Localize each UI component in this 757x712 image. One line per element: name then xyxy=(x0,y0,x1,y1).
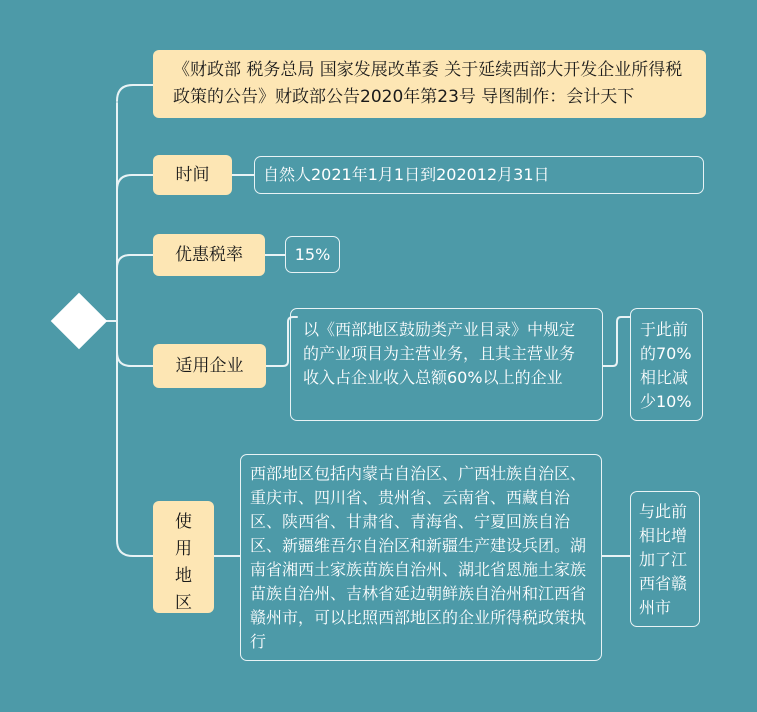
branch-enterprise-value-text: 以《西部地区鼓励类产业目录》中规定的产业项目为主营业务，且其主营业务收入占企业收入总额60%以上的企业 xyxy=(303,320,576,387)
branch-time-value-text: 自然人2021年1月1日到202012月31日 xyxy=(263,165,550,184)
branch-region-label-char: 区 xyxy=(175,593,192,613)
branch-region-value xyxy=(240,454,602,661)
connector-enterprise xyxy=(117,352,153,366)
root-title-text: 《财政部 税务总局 国家发展改革委 关于延续西部大开发企业所得税政策的公告》财政部公告2020年第23号 导图制作：会计天下 xyxy=(173,60,683,107)
branch-rate-value xyxy=(285,236,340,273)
branch-enterprise-label xyxy=(153,344,266,388)
connector-root xyxy=(117,85,153,101)
branch-region-label-char: 用 xyxy=(175,539,192,559)
connector-time xyxy=(117,175,153,190)
branch-enterprise-note xyxy=(630,308,703,421)
branch-time-label xyxy=(153,155,232,195)
branch-enterprise-note-text: 于此前的70%相比减少10% xyxy=(640,320,692,411)
branch-region-label-char: 地 xyxy=(175,566,192,586)
branch-time-value xyxy=(254,156,704,194)
root-title-node xyxy=(153,50,706,118)
connector-rate xyxy=(117,255,153,268)
branch-region-label-char: 使 xyxy=(175,512,192,532)
branch-region-label xyxy=(153,501,214,613)
branch-time-label-text: 时间 xyxy=(175,164,210,185)
branch-rate-label xyxy=(153,234,265,276)
branch-rate-value-text: 15% xyxy=(294,244,331,264)
branch-region-note-text: 与此前相比增加了江西省赣州市 xyxy=(639,502,688,617)
branch-enterprise-label-text: 适用企业 xyxy=(175,355,244,376)
branch-enterprise-value xyxy=(290,308,603,421)
branch-rate-label-text: 优惠税率 xyxy=(175,244,243,265)
branch-region-note xyxy=(630,491,700,627)
connector-trunk xyxy=(101,103,153,556)
branch-region-value-text: 西部地区包括内蒙古自治区、广西壮族自治区、重庆市、四川省、贵州省、云南省、西藏自治区、陕西省、甘肃省、青海省、宁夏回族自治区、新疆维吾尔自治区和新疆生产建设兵团。湖南省湘西土家族苗族自治州、湖北省恩施土家族苗族自治州、吉林省延边朝鲜族自治州和江西省赣州市，可以比照西部地区的企业所得税政策执行 xyxy=(250,464,587,651)
connector-enterprise-note xyxy=(603,317,630,366)
branch-region-label-vertical xyxy=(153,509,214,617)
